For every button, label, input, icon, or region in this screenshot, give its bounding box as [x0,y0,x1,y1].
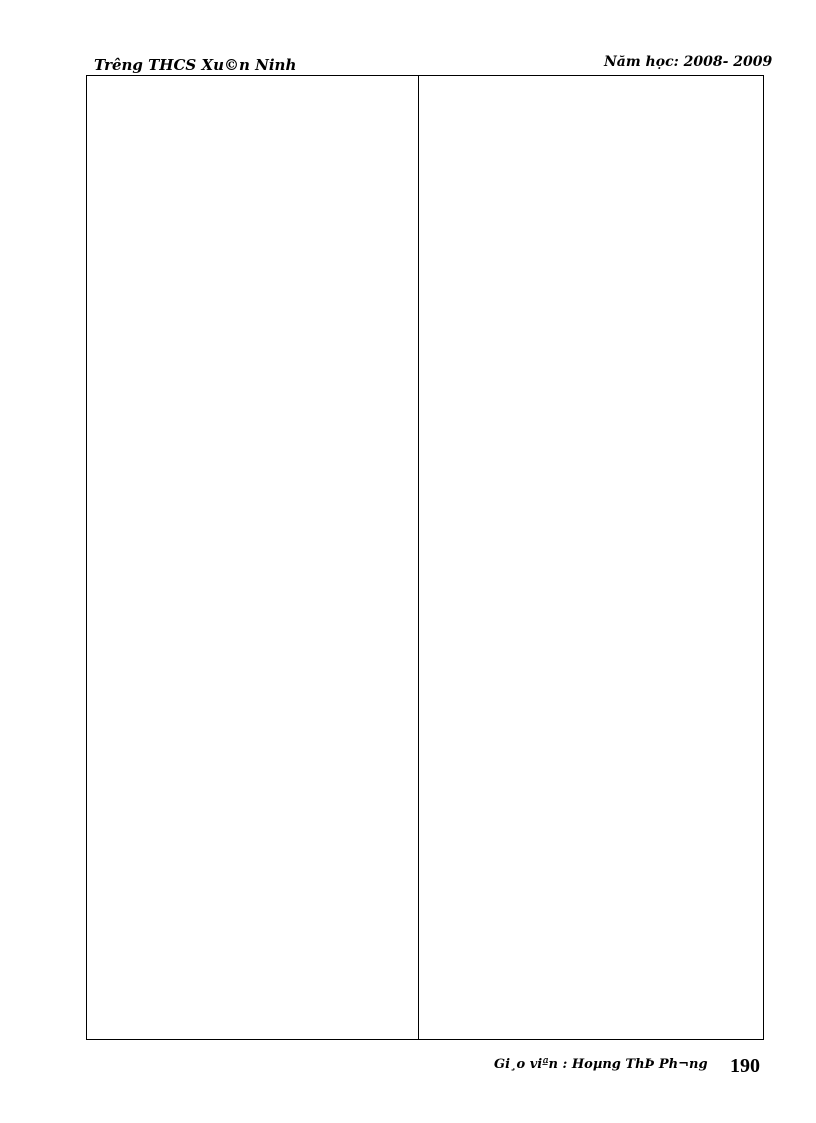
page-number: 190 [730,1055,760,1077]
header-school: Trêng THCS Xu©n Ninh [94,56,297,74]
header-school-year: Năm học: 2008- 2009 [604,54,773,70]
column-divider [418,75,419,1040]
lesson-table [86,75,764,1040]
footer-teacher: Gi¸o viªn : Hoµng ThÞ Ph¬ng [494,1057,708,1072]
